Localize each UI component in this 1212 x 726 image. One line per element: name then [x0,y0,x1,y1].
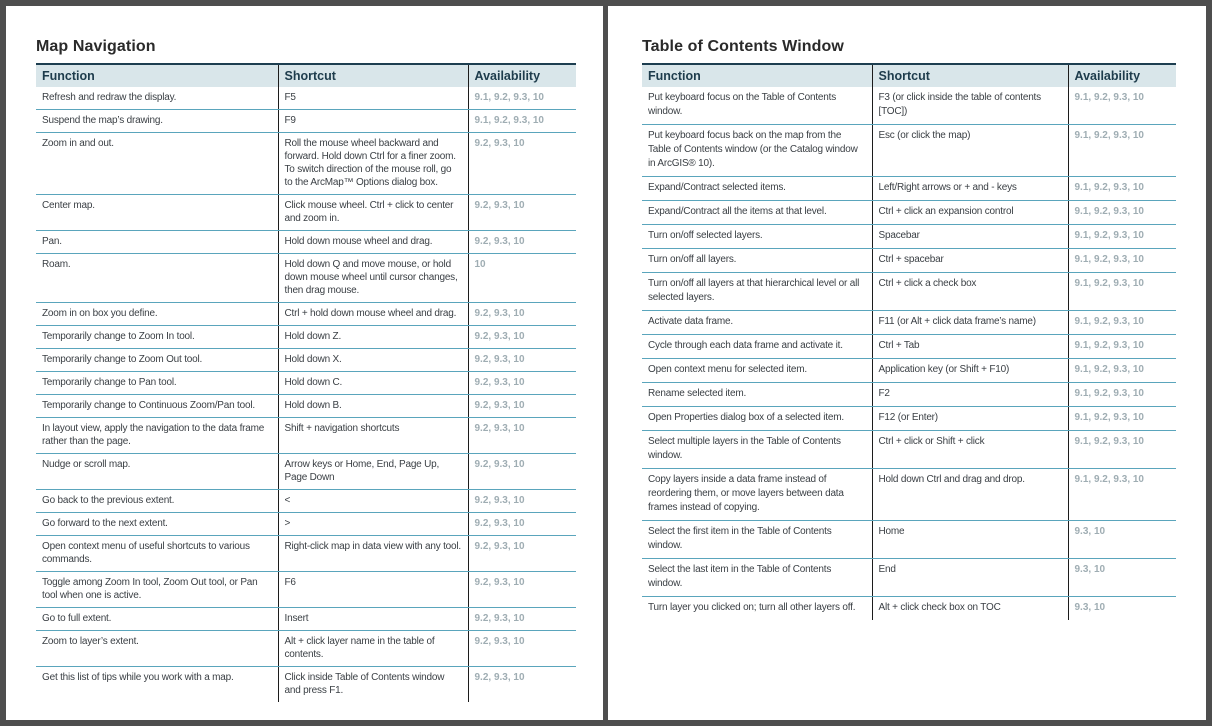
table-row [36,303,576,326]
shortcut-cell: Spacebar [872,225,1068,249]
table-row [36,372,576,395]
availability-cell: 9.3, 10 [1068,597,1176,621]
function-cell: Center map. [36,195,278,231]
table-row [642,597,1176,621]
shortcut-cell: F5 [278,87,468,110]
shortcut-cell: F12 (or Enter) [872,407,1068,431]
availability-cell: 9.2, 9.3, 10 [468,133,576,195]
function-cell: Temporarily change to Zoom In tool. [36,326,278,349]
table-row [642,201,1176,225]
page-table-of-contents-window [642,38,1176,620]
function-cell: Go back to the previous extent. [36,490,278,513]
shortcut-cell: Shift + navigation shortcuts [278,418,468,454]
table-row [36,87,576,110]
shortcut-cell: Home [872,521,1068,559]
shortcut-cell: Ctrl + spacebar [872,249,1068,273]
shortcut-cell: Click inside Table of Contents window and press F1. [278,667,468,703]
table-row [642,249,1176,273]
shortcut-cell: Application key (or Shift + F10) [872,359,1068,383]
function-cell: Pan. [36,231,278,254]
availability-cell: 9.2, 9.3, 10 [468,326,576,349]
shortcut-cell: Hold down Z. [278,326,468,349]
availability-cell: 9.1, 9.2, 9.3, 10 [468,110,576,133]
availability-cell: 9.1, 9.2, 9.3, 10 [1068,359,1176,383]
table-row [36,572,576,608]
availability-cell: 9.2, 9.3, 10 [468,395,576,418]
function-cell: Zoom in on box you define. [36,303,278,326]
availability-cell: 9.1, 9.2, 9.3, 10 [1068,335,1176,359]
shortcut-cell: F2 [872,383,1068,407]
column-header-shortcut: Shortcut [872,64,1068,87]
availability-cell: 9.2, 9.3, 10 [468,513,576,536]
page-title: Map Navigation [36,38,156,55]
table-row [36,349,576,372]
shortcut-cell: Left/Right arrows or + and - keys [872,177,1068,201]
function-cell: Toggle among Zoom In tool, Zoom Out tool, or Pan tool when one is active. [36,572,278,608]
availability-cell: 10 [468,254,576,303]
function-cell: Get this list of tips while you work with a map. [42,672,234,683]
shortcut-cell: F9 [278,110,468,133]
table-row [642,177,1176,201]
table-body [36,87,576,702]
availability-cell: 9.2, 9.3, 10 [468,608,576,631]
function-cell: Rename selected item. [642,383,872,407]
table-header-row [642,64,1176,87]
shortcut-cell: Hold down C. [278,372,468,395]
availability-cell: 9.1, 9.2, 9.3, 10 [1068,177,1176,201]
availability-cell: 9.2, 9.3, 10 [468,631,576,667]
table-row [642,383,1176,407]
shortcut-cell: Ctrl + click an expansion control [872,201,1068,225]
function-cell: Copy layers inside a data frame instead of reordering them, or move layers between data frames instead of copying. [642,469,872,521]
table-row [642,559,1176,597]
function-cell: Cycle through each data frame and activate it. [642,335,872,359]
availability-cell: 9.1, 9.2, 9.3, 10 [1068,273,1176,311]
table-row [36,608,576,631]
table-row [36,395,576,418]
table-row [36,454,576,490]
availability-cell: 9.2, 9.3, 10 [468,536,576,572]
table-row [36,667,576,703]
column-header-function: Function [36,64,278,87]
function-cell: Expand/Contract all the items at that level. [642,201,872,225]
column-header-availability: Availability [468,64,576,87]
availability-cell: 9.2, 9.3, 10 [468,349,576,372]
function-cell: Turn layer you clicked on; turn all other layers off. [648,602,856,613]
column-header-availability: Availability [1068,64,1176,87]
availability-cell: 9.1, 9.2, 9.3, 10 [1068,201,1176,225]
availability-cell: 9.1, 9.2, 9.3, 10 [1068,469,1176,521]
shortcut-cell: F3 (or click inside the table of contents [TOC]) [872,87,1068,125]
shortcut-cell: Hold down B. [278,395,468,418]
function-cell: Select the first item in the Table of Contents window. [642,521,872,559]
function-cell: Nudge or scroll map. [36,454,278,490]
availability-cell: 9.3, 10 [1068,559,1176,597]
table-row [642,407,1176,431]
availability-cell: 9.2, 9.3, 10 [468,572,576,608]
table-header-row [36,64,576,87]
table-row [642,431,1176,469]
shortcut-cell: F6 [278,572,468,608]
shortcut-cell: Hold down X. [278,349,468,372]
function-cell: Put keyboard focus back on the map from the Table of Contents window (or the Catalog window in ArcGIS® 10). [642,125,872,177]
column-header-function: Function [642,64,872,87]
page-title: Table of Contents Window [642,38,844,55]
table-row [36,254,576,303]
function-cell: Roam. [36,254,278,303]
shortcut-table-map-navigation [36,63,576,702]
availability-cell: 9.1, 9.2, 9.3, 10 [1068,225,1176,249]
page-divider [603,6,608,720]
function-cell: Turn on/off all layers. [642,249,872,273]
function-cell: Refresh and redraw the display. [36,87,278,110]
shortcut-cell: Insert [278,608,468,631]
shortcut-cell: Esc (or click the map) [872,125,1068,177]
function-cell: Activate data frame. [642,311,872,335]
function-cell: Turn on/off all layers at that hierarchical level or all selected layers. [642,273,872,311]
function-cell: Open Properties dialog box of a selected item. [642,407,872,431]
function-cell: Zoom in and out. [36,133,278,195]
shortcut-cell: Roll the mouse wheel backward and forward. Hold down Ctrl for a finer zoom. To switch direction of the mouse roll, go to the ArcMap™ Options dialog box. [278,133,468,195]
availability-cell: 9.2, 9.3, 10 [468,372,576,395]
availability-cell: 9.1, 9.2, 9.3, 10 [1068,249,1176,273]
table-row [36,110,576,133]
function-cell: Temporarily change to Continuous Zoom/Pan tool. [36,395,278,418]
shortcut-cell: Ctrl + hold down mouse wheel and drag. [278,303,468,326]
shortcut-cell: > [278,513,468,536]
table-row [642,225,1176,249]
shortcut-cell: Alt + click check box on TOC [872,597,1068,621]
column-header-shortcut: Shortcut [278,64,468,87]
function-cell: Go to full extent. [36,608,278,631]
shortcut-cell: F11 (or Alt + click data frame’s name) [872,311,1068,335]
function-cell: Suspend the map’s drawing. [36,110,278,133]
shortcut-cell: Hold down Ctrl and drag and drop. [872,469,1068,521]
availability-cell: 9.2, 9.3, 10 [468,195,576,231]
shortcut-cell: Hold down mouse wheel and drag. [278,231,468,254]
availability-cell: 9.2, 9.3, 10 [468,490,576,513]
shortcut-cell: Ctrl + Tab [872,335,1068,359]
availability-cell: 9.1, 9.2, 9.3, 10 [1068,407,1176,431]
availability-cell: 9.1, 9.2, 9.3, 10 [1068,87,1176,125]
shortcut-cell: Hold down Q and move mouse, or hold down mouse wheel until cursor changes, then drag mouse. [278,254,468,303]
table-row [36,513,576,536]
availability-cell: 9.1, 9.2, 9.3, 10 [1068,383,1176,407]
table-row [642,469,1176,521]
availability-cell: 9.1, 9.2, 9.3, 10 [1068,125,1176,177]
function-cell: Expand/Contract selected items. [642,177,872,201]
availability-cell: 9.1, 9.2, 9.3, 10 [468,87,576,110]
availability-cell: 9.1, 9.2, 9.3, 10 [1068,431,1176,469]
table-row [36,195,576,231]
page-map-navigation [36,38,576,702]
shortcut-table-toc-window [642,63,1176,620]
availability-cell: 9.2, 9.3, 10 [468,454,576,490]
function-cell: Turn on/off selected layers. [642,225,872,249]
function-cell: Temporarily change to Zoom Out tool. [36,349,278,372]
table-row [642,359,1176,383]
function-cell: In layout view, apply the navigation to the data frame rather than the page. [36,418,278,454]
table-row [642,87,1176,125]
function-cell: Zoom to layer’s extent. [36,631,278,667]
table-row [36,418,576,454]
table-row [36,326,576,349]
function-cell: Put keyboard focus on the Table of Contents window. [642,87,872,125]
table-row [642,335,1176,359]
function-cell: Select multiple layers in the Table of Contents window. [642,431,872,469]
function-cell: Temporarily change to Pan tool. [36,372,278,395]
table-row [642,521,1176,559]
shortcut-cell: Alt + click layer name in the table of contents. [278,631,468,667]
shortcut-cell: End [872,559,1068,597]
table-row [642,273,1176,311]
shortcut-cell: < [278,490,468,513]
shortcut-cell: Ctrl + click or Shift + click [872,431,1068,469]
shortcut-cell: Arrow keys or Home, End, Page Up, Page Down [278,454,468,490]
table-row [642,125,1176,177]
availability-cell: 9.2, 9.3, 10 [468,303,576,326]
table-row [36,536,576,572]
table-row [36,231,576,254]
function-cell: Go forward to the next extent. [36,513,278,536]
table-row [36,490,576,513]
shortcut-cell: Ctrl + click a check box [872,273,1068,311]
function-cell: Open context menu of useful shortcuts to various commands. [36,536,278,572]
table-row [36,133,576,195]
availability-cell: 9.2, 9.3, 10 [468,418,576,454]
availability-cell: 9.3, 10 [1068,521,1176,559]
availability-cell: 9.2, 9.3, 10 [468,667,576,703]
availability-cell: 9.1, 9.2, 9.3, 10 [1068,311,1176,335]
function-cell: Open context menu for selected item. [642,359,872,383]
table-row [36,631,576,667]
table-row [642,311,1176,335]
function-cell: Select the last item in the Table of Contents window. [642,559,872,597]
shortcut-cell: Right-click map in data view with any tool. [278,536,468,572]
shortcut-cell: Click mouse wheel. Ctrl + click to center and zoom in. [278,195,468,231]
table-body [642,87,1176,620]
availability-cell: 9.2, 9.3, 10 [468,231,576,254]
